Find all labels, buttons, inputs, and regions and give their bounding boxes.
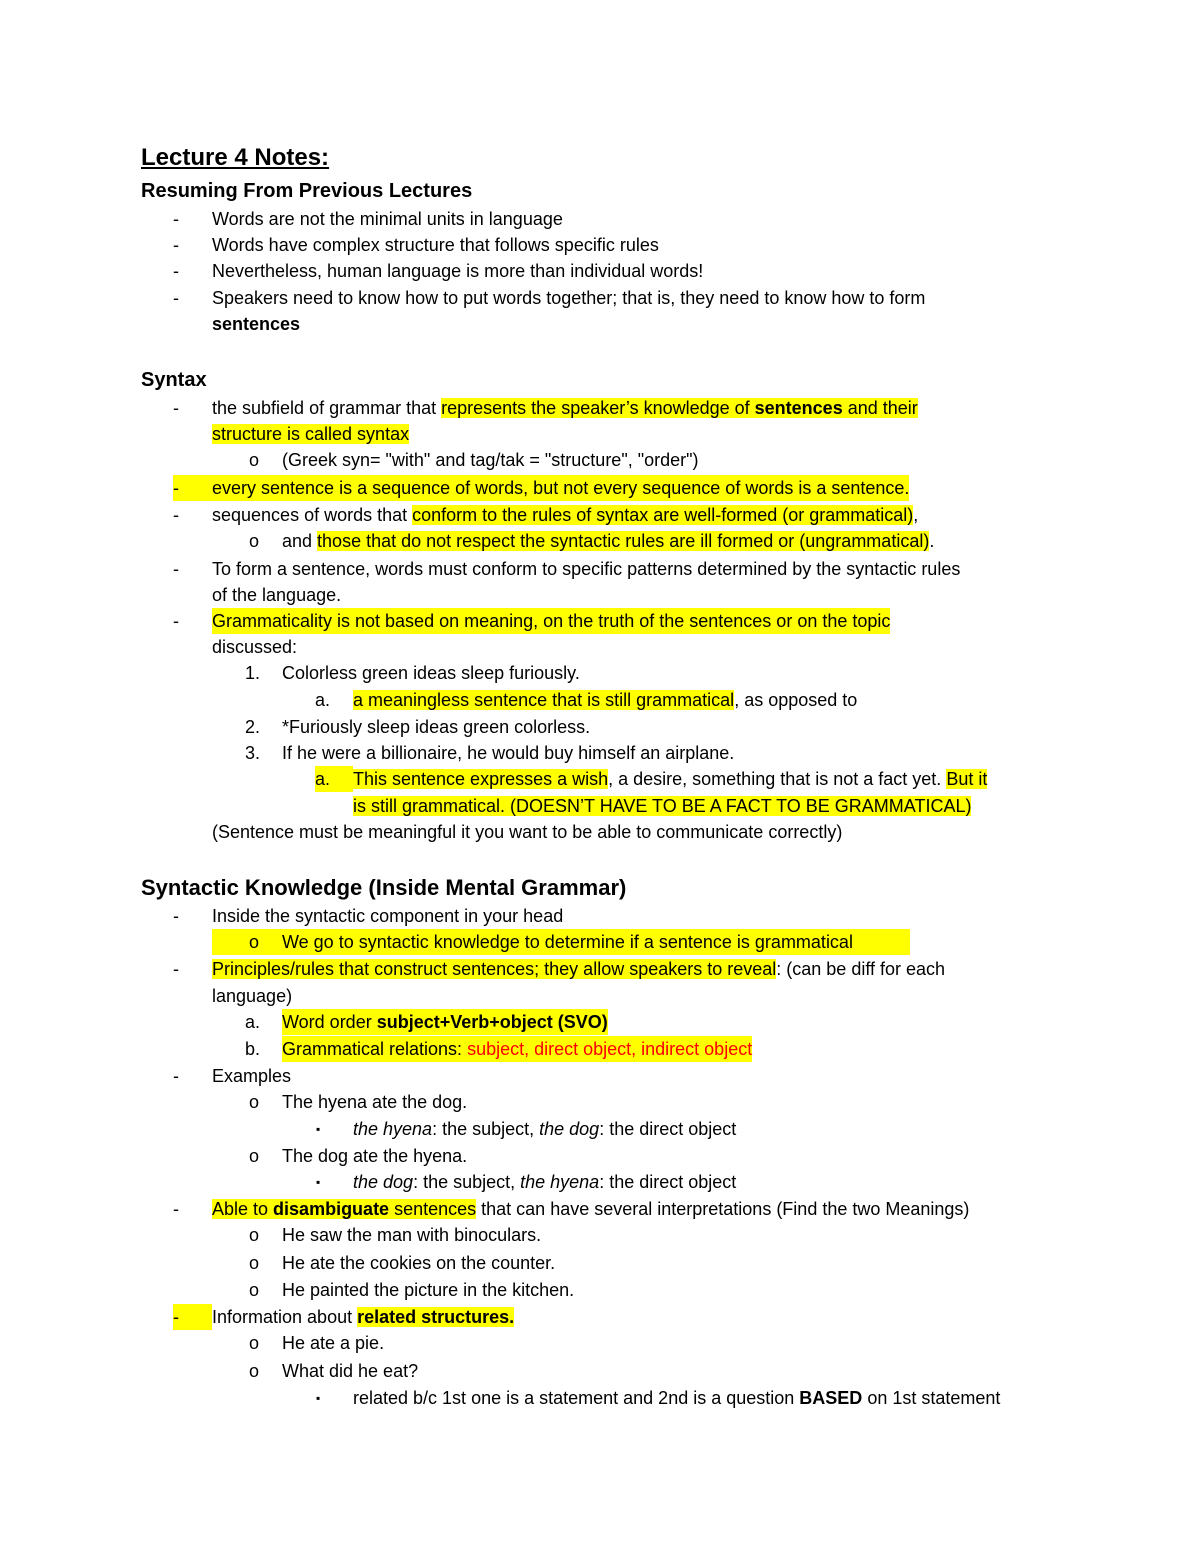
lettered-item-continuation: is still grammatical. (DOESN’T HAVE TO BE A FACT TO BE GRAMMATICAL) xyxy=(353,796,972,816)
section-heading-resuming: Resuming From Previous Lectures xyxy=(141,180,473,202)
list-item-continuation: language) xyxy=(212,986,293,1006)
section-heading-syntactic-knowledge: Syntactic Knowledge (Inside Mental Grammar) xyxy=(141,875,627,900)
note-text: (Sentence must be meaningful it you want to be able to communicate correctly) xyxy=(212,822,843,842)
list-item-continuation: sentences xyxy=(212,314,301,334)
list-item-continuation: of the language. xyxy=(212,585,342,605)
list-item: o We go to syntactic knowledge to determine if a sentence is grammatical xyxy=(212,929,910,955)
list-item-continuation: structure is called syntax xyxy=(212,424,410,444)
page-title: Lecture 4 Notes: xyxy=(141,144,330,171)
document-page: Lecture 4 Notes: Resuming From Previous Lectures - Words are not the minimal units in language - Words have complex structure that follows specific rules - Nevertheless, human language is more than individual words! - Speakers need to know how to put words together; that is, they need to know how to form sentences Syntax - the subfield of grammar that represents the speaker’s knowledge of sentences and their structure is called syntax o (Greek syn= "with" and tag/tak = "structure", "order") - every sentence is a sequence of words, but not every sequence of words is a sentence. - sequences of words that conform to the rules of syntax are well-formed (or grammatical), o and those that do not respect the syntactic rules are ill formed or (ungrammatical). - To form a sentence, words must conform to specific patterns determined by the syntactic rules of the language. - Grammaticality is not based on meaning, on the truth of the sentences or on the topic discussed: 1. Colorless green ideas sleep furiously. a. a meaningless sentence that is still grammatical, as opposed to 2. *Furiously sleep ideas green colorless. 3. If he were a billionaire, he would buy himself an airplane. a. This sentence expresses a wish, a desire, something that is not a fact yet. But it is still grammatical. (DOESN’T HAVE TO BE A FACT TO BE GRAMMATICAL) (Sentence must be meaningful it you want to be able to communicate correctly) Syntactic Knowledge (Inside Mental Grammar) - Inside the syntactic component in your head o We go to syntactic knowledge to determine if a sentence is grammatical - Principles/rules that construct sentences; they allow speakers to reveal: (can be diff for each language) a. Word order subject+Verb+object (SVO) b. Grammatical relations: subject, direct object, indirect object - Examples o The hyena ate the dog. ▪ the hyena: the subject, the dog: the direct object o The dog ate the hyena. ▪ the dog: the subject, the hyena: the direct object - Able to disambiguate sentences that can have several interpretations (Find the two Meanings) o He saw the man with binoculars. o He ate the cookies on the counter. o He painted the picture in the kitchen. - Information about related structures. o He ate a pie. o What did he eat? ▪ related b/c 1st one is a statement and 2nd is a question BASED on 1st statement xyxy=(141,144,1001,1408)
section-heading-syntax: Syntax xyxy=(141,369,207,391)
list-item-continuation: discussed: xyxy=(212,637,298,657)
